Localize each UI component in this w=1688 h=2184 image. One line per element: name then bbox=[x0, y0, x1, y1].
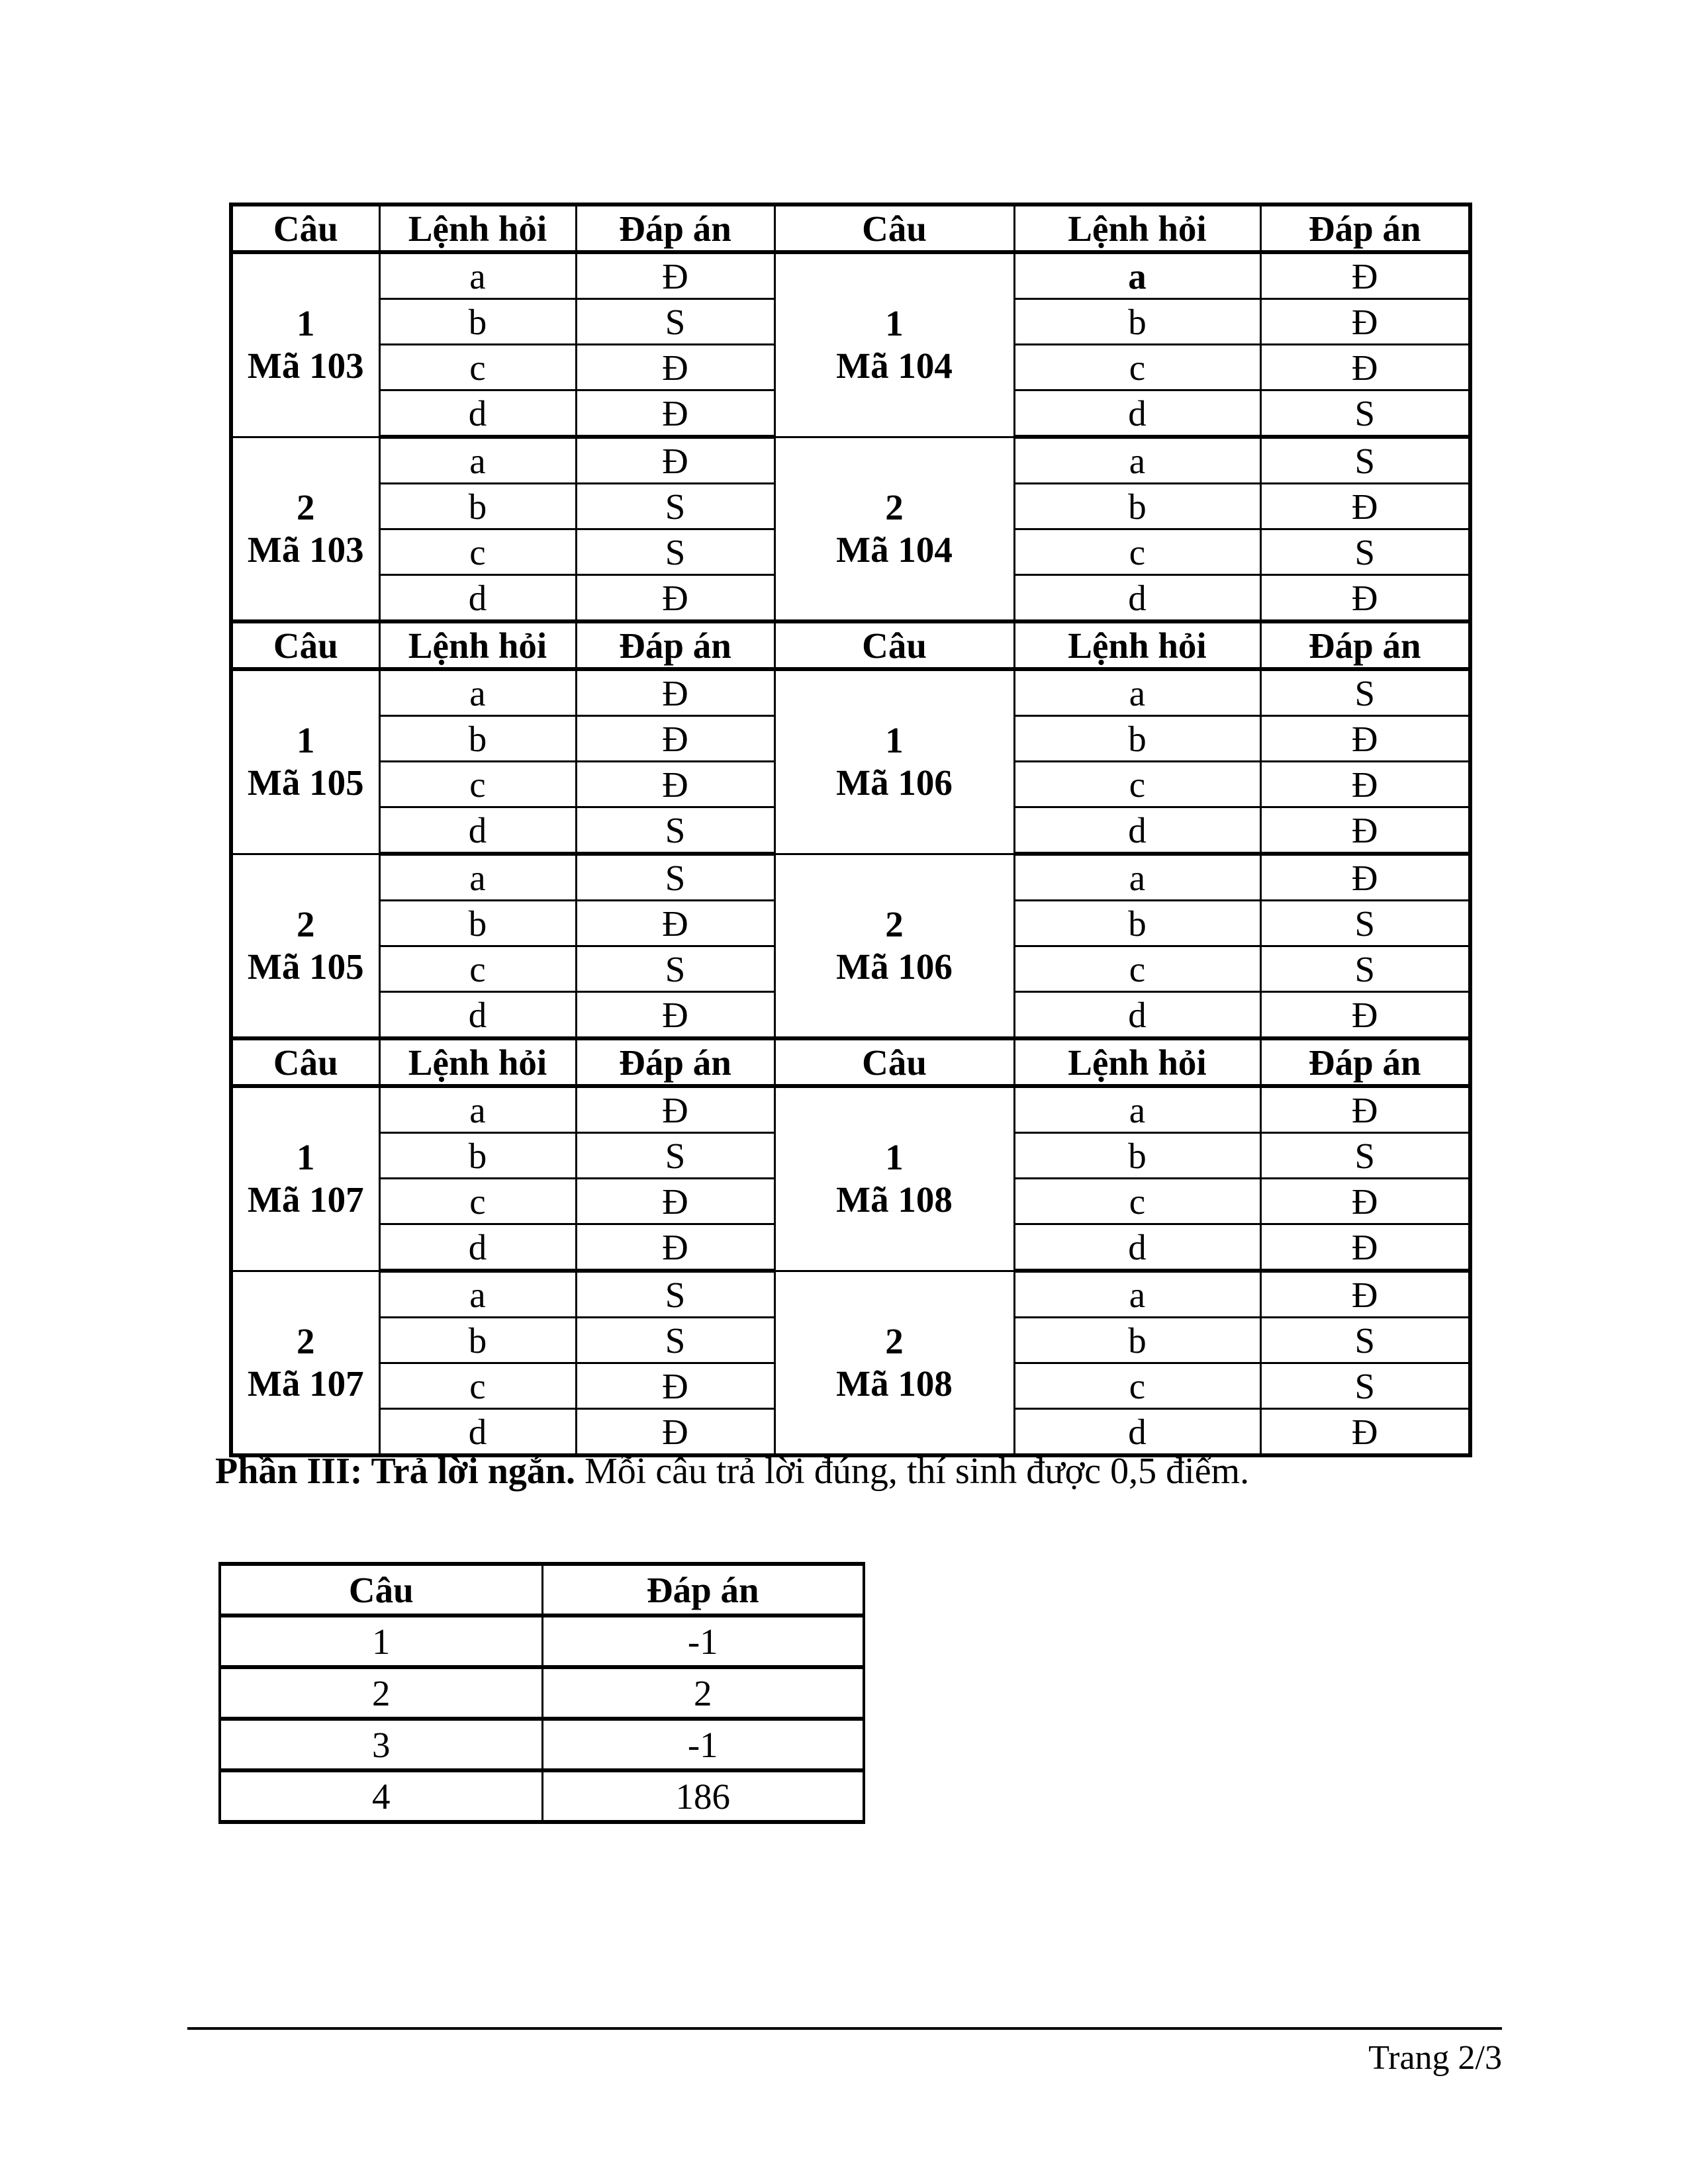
answer-value-cell: 2 bbox=[542, 1667, 864, 1719]
column-header-cau: Câu bbox=[231, 621, 379, 669]
column-header-dap-an: Đáp án bbox=[576, 205, 774, 252]
answer-key-table bbox=[229, 203, 1472, 1457]
header-row bbox=[231, 621, 1470, 669]
prompt-cell: c bbox=[1014, 1363, 1260, 1409]
exam-code: Mã 104 bbox=[836, 529, 953, 570]
prompt-cell: a bbox=[1014, 854, 1260, 901]
prompt-cell: c bbox=[379, 762, 576, 807]
answer-cell: S bbox=[1260, 1363, 1470, 1409]
part3-heading-title: Phần III: Trả lời ngắn. bbox=[215, 1451, 575, 1492]
answer-cell: Đ bbox=[1260, 1224, 1470, 1271]
question-code-cell bbox=[774, 854, 1014, 1038]
answer-cell: S bbox=[576, 854, 774, 901]
answer-cell: Đ bbox=[1260, 345, 1470, 390]
table-row bbox=[231, 252, 1470, 299]
prompt-cell: a bbox=[379, 669, 576, 716]
prompt-cell: b bbox=[1014, 1318, 1260, 1363]
table-row bbox=[231, 854, 1470, 901]
question-code-cell bbox=[231, 669, 379, 854]
column-header-lenh-hoi: Lệnh hỏi bbox=[379, 205, 576, 252]
column-header-lenh-hoi: Lệnh hỏi bbox=[1014, 1038, 1260, 1086]
question-number: 1 bbox=[885, 303, 904, 344]
answer-cell: Đ bbox=[576, 437, 774, 484]
prompt-cell: a bbox=[379, 252, 576, 299]
answer-cell: S bbox=[576, 946, 774, 992]
answer-cell: Đ bbox=[576, 1363, 774, 1409]
prompt-cell: c bbox=[1014, 946, 1260, 992]
prompt-cell: b bbox=[379, 484, 576, 529]
question-number-cell: 3 bbox=[220, 1719, 542, 1770]
prompt-cell: d bbox=[379, 1409, 576, 1456]
answer-cell: S bbox=[1260, 390, 1470, 437]
answer-key-table-body bbox=[231, 205, 1470, 1455]
question-number: 2 bbox=[885, 903, 904, 944]
part3-heading bbox=[215, 1449, 1249, 1494]
prompt-cell: d bbox=[1014, 992, 1260, 1039]
column-header-lenh-hoi: Lệnh hỏi bbox=[1014, 621, 1260, 669]
prompt-cell: a bbox=[1014, 1271, 1260, 1318]
question-number: 1 bbox=[297, 303, 315, 344]
question-code-cell bbox=[774, 252, 1014, 437]
prompt-cell: d bbox=[379, 807, 576, 854]
exam-code: Mã 107 bbox=[247, 1363, 364, 1404]
prompt-cell: c bbox=[1014, 345, 1260, 390]
table-row bbox=[231, 1086, 1470, 1133]
prompt-cell: d bbox=[1014, 1409, 1260, 1456]
answer-cell: S bbox=[1260, 529, 1470, 575]
question-code-cell bbox=[774, 1271, 1014, 1455]
prompt-cell: a bbox=[379, 1271, 576, 1318]
prompt-cell: c bbox=[1014, 762, 1260, 807]
header-row bbox=[220, 1564, 864, 1615]
question-number: 1 bbox=[885, 1137, 904, 1178]
exam-code: Mã 105 bbox=[247, 762, 364, 803]
answer-cell: Đ bbox=[576, 345, 774, 390]
short-answer-table bbox=[218, 1562, 865, 1824]
answer-cell: Đ bbox=[576, 762, 774, 807]
table-row bbox=[231, 1271, 1470, 1318]
column-header-dap-an: Đáp án bbox=[1260, 205, 1470, 252]
prompt-cell: d bbox=[1014, 807, 1260, 854]
answer-cell: S bbox=[1260, 946, 1470, 992]
question-number: 2 bbox=[885, 486, 904, 527]
answer-cell: S bbox=[576, 807, 774, 854]
answer-cell: Đ bbox=[1260, 252, 1470, 299]
column-header-lenh-hoi: Lệnh hỏi bbox=[379, 621, 576, 669]
question-number: 1 bbox=[297, 1137, 315, 1178]
column-header-cau: Câu bbox=[774, 205, 1014, 252]
prompt-cell: c bbox=[379, 946, 576, 992]
prompt-cell: a bbox=[1014, 669, 1260, 716]
column-header-dap-an: Đáp án bbox=[576, 1038, 774, 1086]
question-number: 2 bbox=[885, 1320, 904, 1361]
prompt-cell: b bbox=[379, 299, 576, 345]
column-header-cau: Câu bbox=[231, 1038, 379, 1086]
exam-code: Mã 107 bbox=[247, 1179, 364, 1220]
question-code-cell bbox=[231, 1086, 379, 1271]
exam-code: Mã 106 bbox=[836, 946, 953, 987]
page-number: Trang 2/3 bbox=[1368, 2039, 1502, 2077]
question-number-cell: 1 bbox=[220, 1615, 542, 1667]
column-header-lenh-hoi: Lệnh hỏi bbox=[1014, 205, 1260, 252]
answer-cell: Đ bbox=[1260, 1271, 1470, 1318]
answer-cell: S bbox=[576, 1318, 774, 1363]
prompt-cell: c bbox=[379, 345, 576, 390]
prompt-cell: b bbox=[379, 901, 576, 946]
exam-code: Mã 103 bbox=[247, 345, 364, 387]
prompt-cell: d bbox=[379, 390, 576, 437]
prompt-cell: c bbox=[1014, 1179, 1260, 1224]
table-row bbox=[220, 1770, 864, 1822]
question-code-cell bbox=[774, 437, 1014, 621]
answer-value-cell: -1 bbox=[542, 1719, 864, 1770]
answer-cell: S bbox=[576, 484, 774, 529]
column-header-cau: Câu bbox=[774, 621, 1014, 669]
column-header-cau: Câu bbox=[231, 205, 379, 252]
table-row bbox=[220, 1667, 864, 1719]
column-header-dap-an: Đáp án bbox=[542, 1564, 864, 1615]
prompt-cell: d bbox=[379, 992, 576, 1039]
prompt-cell: b bbox=[379, 716, 576, 762]
answer-cell: S bbox=[576, 529, 774, 575]
question-number: 2 bbox=[297, 903, 315, 944]
part3-heading-description: Mỗi câu trả lời đúng, thí sinh được 0,5 điểm. bbox=[575, 1451, 1250, 1492]
exam-code: Mã 103 bbox=[247, 529, 364, 570]
answer-cell: S bbox=[1260, 901, 1470, 946]
prompt-cell: d bbox=[1014, 390, 1260, 437]
header-row bbox=[231, 205, 1470, 252]
exam-code: Mã 108 bbox=[836, 1363, 953, 1404]
answer-cell: Đ bbox=[1260, 1179, 1470, 1224]
table-row bbox=[220, 1615, 864, 1667]
question-code-cell bbox=[231, 854, 379, 1038]
answer-cell: S bbox=[576, 1133, 774, 1179]
header-row bbox=[231, 1038, 1470, 1086]
prompt-cell: d bbox=[379, 575, 576, 622]
prompt-cell: d bbox=[379, 1224, 576, 1271]
table-row bbox=[231, 669, 1470, 716]
prompt-cell: d bbox=[1014, 1224, 1260, 1271]
prompt-cell: c bbox=[1014, 529, 1260, 575]
question-number: 2 bbox=[297, 1320, 315, 1361]
answer-cell: Đ bbox=[1260, 716, 1470, 762]
prompt-cell: c bbox=[379, 1363, 576, 1409]
column-header-cau: Câu bbox=[220, 1564, 542, 1615]
prompt-cell: a bbox=[1014, 437, 1260, 484]
prompt-cell: d bbox=[1014, 575, 1260, 622]
answer-cell: S bbox=[1260, 1133, 1470, 1179]
answer-cell: Đ bbox=[576, 992, 774, 1039]
column-header-cau: Câu bbox=[774, 1038, 1014, 1086]
answer-cell: Đ bbox=[576, 390, 774, 437]
prompt-cell: b bbox=[379, 1318, 576, 1363]
exam-code: Mã 104 bbox=[836, 345, 953, 387]
prompt-cell: a bbox=[379, 854, 576, 901]
question-number-cell: 2 bbox=[220, 1667, 542, 1719]
prompt-cell: b bbox=[1014, 716, 1260, 762]
answer-cell: Đ bbox=[1260, 1409, 1470, 1456]
answer-cell: Đ bbox=[576, 575, 774, 622]
question-code-cell bbox=[231, 252, 379, 437]
prompt-cell: a bbox=[379, 437, 576, 484]
question-code-cell bbox=[231, 437, 379, 621]
question-number: 1 bbox=[297, 720, 315, 761]
column-header-dap-an: Đáp án bbox=[1260, 1038, 1470, 1086]
answer-cell: Đ bbox=[576, 1086, 774, 1133]
prompt-cell: a bbox=[1014, 252, 1260, 299]
prompt-cell: a bbox=[1014, 1086, 1260, 1133]
question-code-cell bbox=[774, 1086, 1014, 1271]
question-code-cell bbox=[774, 669, 1014, 854]
answer-cell: Đ bbox=[1260, 299, 1470, 345]
answer-cell: Đ bbox=[576, 1179, 774, 1224]
answer-cell: Đ bbox=[1260, 575, 1470, 622]
answer-value-cell: 186 bbox=[542, 1770, 864, 1822]
prompt-cell: b bbox=[1014, 1133, 1260, 1179]
column-header-dap-an: Đáp án bbox=[576, 621, 774, 669]
prompt-cell: b bbox=[1014, 901, 1260, 946]
table-row bbox=[231, 437, 1470, 484]
short-answer-table-body bbox=[220, 1564, 864, 1822]
column-header-lenh-hoi: Lệnh hỏi bbox=[379, 1038, 576, 1086]
exam-code: Mã 108 bbox=[836, 1179, 953, 1220]
answer-cell: S bbox=[1260, 437, 1470, 484]
answer-cell: Đ bbox=[576, 1409, 774, 1456]
footer-rule bbox=[187, 2027, 1502, 2030]
answer-cell: Đ bbox=[576, 1224, 774, 1271]
answer-cell: Đ bbox=[1260, 1086, 1470, 1133]
answer-cell: Đ bbox=[576, 669, 774, 716]
question-number-cell: 4 bbox=[220, 1770, 542, 1822]
prompt-cell: c bbox=[379, 529, 576, 575]
exam-code: Mã 106 bbox=[836, 762, 953, 803]
column-header-dap-an: Đáp án bbox=[1260, 621, 1470, 669]
exam-code: Mã 105 bbox=[247, 946, 364, 987]
answer-cell: S bbox=[576, 299, 774, 345]
answer-cell: S bbox=[1260, 669, 1470, 716]
table-row bbox=[220, 1719, 864, 1770]
answer-cell: Đ bbox=[1260, 484, 1470, 529]
question-code-cell bbox=[231, 1271, 379, 1455]
answer-cell: Đ bbox=[1260, 807, 1470, 854]
prompt-cell: b bbox=[1014, 299, 1260, 345]
answer-cell: Đ bbox=[576, 716, 774, 762]
prompt-cell: c bbox=[379, 1179, 576, 1224]
answer-cell: S bbox=[576, 1271, 774, 1318]
prompt-cell: a bbox=[379, 1086, 576, 1133]
answer-cell: Đ bbox=[1260, 854, 1470, 901]
answer-cell: Đ bbox=[576, 252, 774, 299]
prompt-cell: b bbox=[1014, 484, 1260, 529]
answer-cell: Đ bbox=[1260, 992, 1470, 1039]
question-number: 2 bbox=[297, 486, 315, 527]
answer-cell: Đ bbox=[576, 901, 774, 946]
answer-cell: Đ bbox=[1260, 762, 1470, 807]
answer-value-cell: -1 bbox=[542, 1615, 864, 1667]
answer-cell: S bbox=[1260, 1318, 1470, 1363]
question-number: 1 bbox=[885, 720, 904, 761]
prompt-cell: b bbox=[379, 1133, 576, 1179]
